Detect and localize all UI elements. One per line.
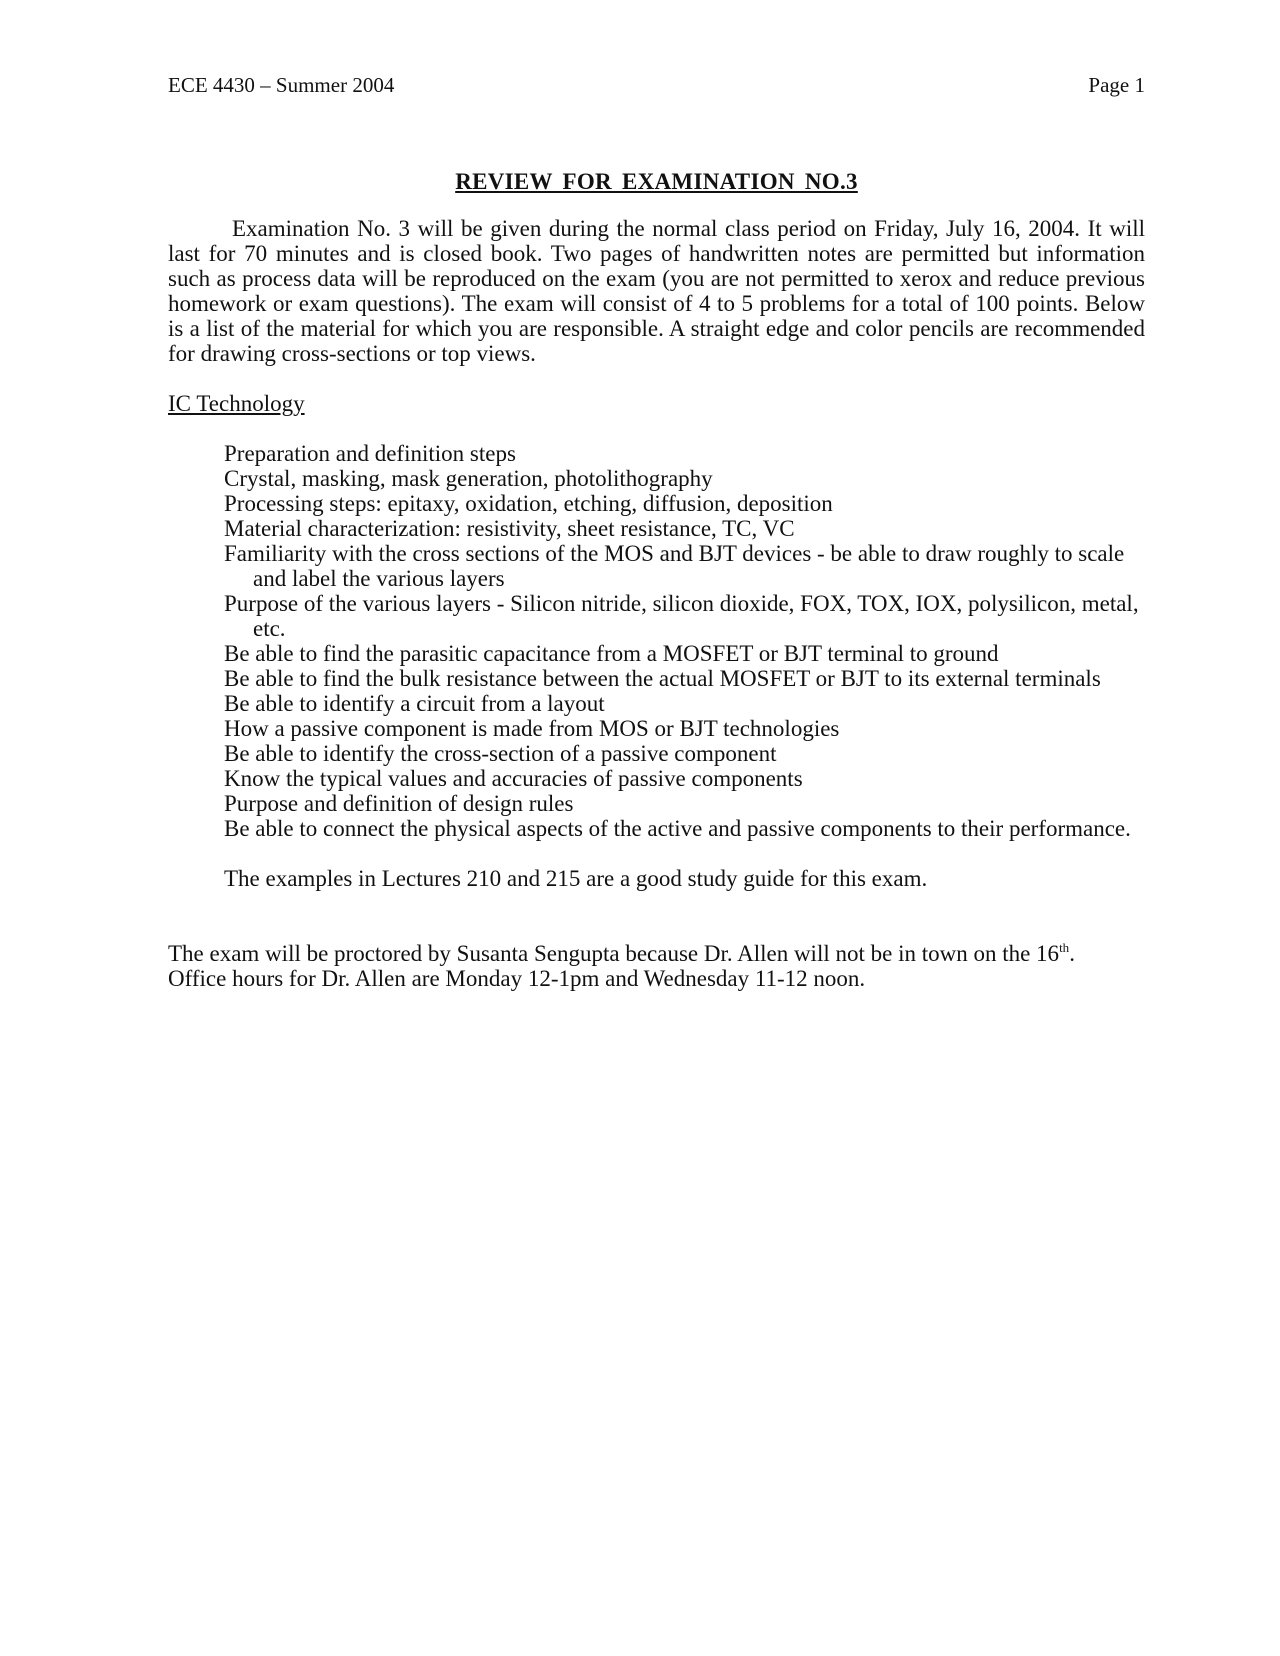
- proctor-line: [168, 941, 1145, 966]
- topic-list: [168, 441, 1145, 841]
- course-label: ECE 4430 – Summer 2004: [168, 73, 395, 97]
- list-item: Be able to connect the physical aspects of the active and passive components to their performance.: [224, 816, 1131, 841]
- list-item: Be able to find the bulk resistance between the actual MOSFET or BJT to its external terminals: [224, 666, 1101, 691]
- list-item: Familiarity with the cross sections of the MOS and BJT devices - be able to draw roughly to scale and label the various layers: [224, 541, 1125, 591]
- proctor-text: The exam will be proctored by Susanta Sengupta because Dr. Allen will not be in town on the 16: [168, 941, 1060, 966]
- page-number: Page 1: [1088, 73, 1145, 97]
- page-header: [168, 72, 1145, 98]
- list-item: Purpose of the various layers - Silicon nitride, silicon dioxide, FOX, TOX, IOX, polysilicon, metal, etc.: [224, 591, 1139, 641]
- study-guide-note: The examples in Lectures 210 and 215 are a good study guide for this exam.: [224, 866, 928, 891]
- ordinal-suffix: th: [1059, 940, 1070, 955]
- list-item: Be able to identify the cross-section of a passive component: [224, 741, 777, 766]
- list-item: Material characterization: resistivity, sheet resistance, TC, VC: [224, 516, 795, 541]
- document-title: REVIEW FOR EXAMINATION NO.3: [455, 169, 858, 194]
- list-item: Know the typical values and accuracies of passive components: [224, 766, 803, 791]
- proctor-period: .: [1069, 941, 1075, 966]
- document-page: [168, 72, 1145, 991]
- office-hours-line: Office hours for Dr. Allen are Monday 12-1pm and Wednesday 11-12 noon.: [168, 966, 866, 991]
- list-item: Be able to identify a circuit from a layout: [224, 691, 605, 716]
- list-item: Processing steps: epitaxy, oxidation, etching, diffusion, deposition: [224, 491, 833, 516]
- list-item: Be able to find the parasitic capacitance from a MOSFET or BJT terminal to ground: [224, 641, 999, 666]
- list-item: Preparation and definition steps: [224, 441, 516, 466]
- closing-paragraph: [168, 941, 1145, 991]
- list-item: Crystal, masking, mask generation, photolithography: [224, 466, 713, 491]
- intro-paragraph: Examination No. 3 will be given during the normal class period on Friday, July 16, 2004. It will last for 70 minutes and is closed book. Two pages of handwritten notes are permitted but information such as process data will be reproduced on the exam (you are not permitted to xerox and reduce previous homework or exam questions). The exam will consist of 4 to 5 problems for a total of 100 points. Below is a list of the material for which you are responsible. A straight edge and color pencils are recommended for drawing cross-sections or top views.: [168, 216, 1145, 366]
- list-item: Purpose and definition of design rules: [224, 791, 574, 816]
- section-heading: IC Technology: [168, 391, 305, 416]
- list-item: How a passive component is made from MOS or BJT technologies: [224, 716, 840, 741]
